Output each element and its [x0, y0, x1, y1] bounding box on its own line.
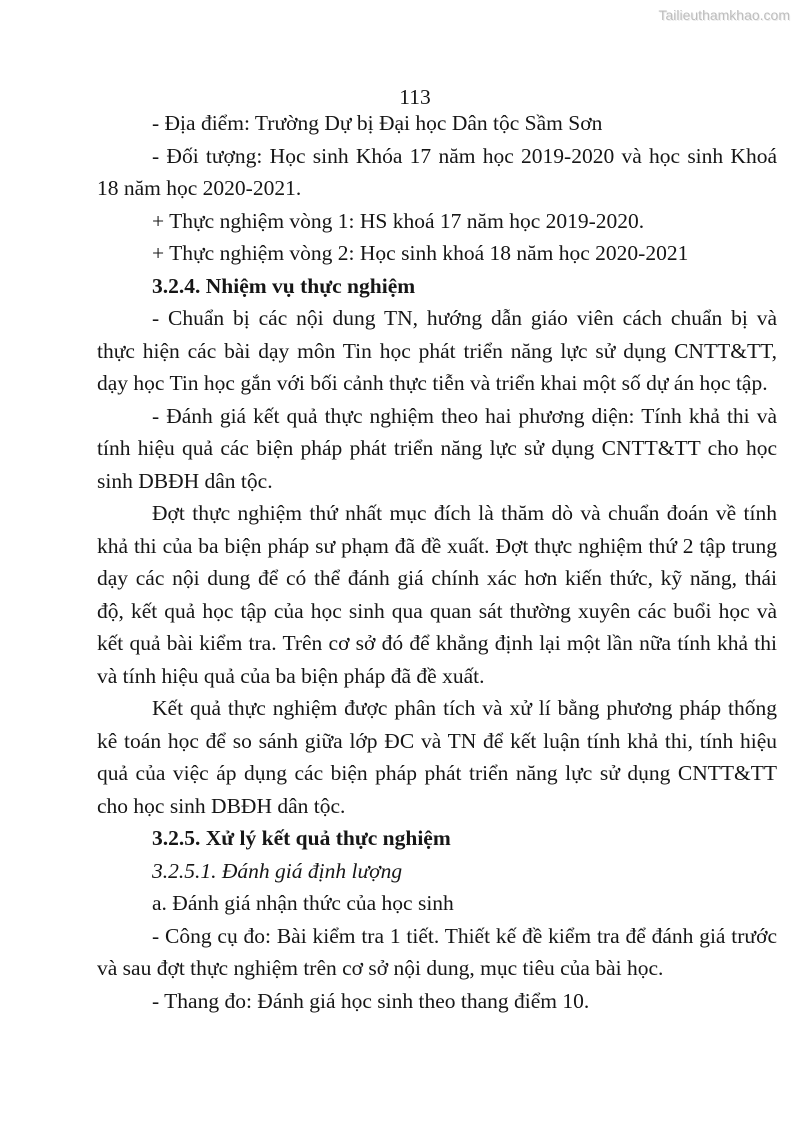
text-line: thực hiện các bài dạy môn Tin học phát triển năng lực sử dụng CNTT&TT,	[97, 338, 777, 363]
text-line: và tính hiệu quả của ba biện pháp đã đề xuất.	[97, 663, 485, 688]
text-line: độ, kết quả học tập của học sinh qua quan sát thường xuyên các buổi học và	[97, 598, 777, 623]
text-line: 3.2.5.1. Đánh giá định lượng	[152, 858, 403, 883]
text-line: sinh DBĐH dân tộc.	[97, 468, 273, 493]
text-body	[97, 107, 777, 1017]
text-line: khả thi của ba biện pháp sư phạm đã đề xuất. Đợt thực nghiệm thứ 2 tập trung	[97, 533, 777, 558]
text-line: kê toán học để so sánh giữa lớp ĐC và TN để kết luận tính khả thi, tính hiệu	[97, 728, 777, 753]
text-line: + Thực nghiệm vòng 1: HS khoá 17 năm học 2019-2020.	[152, 208, 645, 233]
text-line: - Công cụ đo: Bài kiểm tra 1 tiết. Thiết kế đề kiểm tra để đánh giá trước	[152, 923, 777, 948]
text-line: + Thực nghiệm vòng 2: Học sinh khoá 18 năm học 2020-2021	[152, 241, 689, 265]
text-line: Đợt thực nghiệm thứ nhất mục đích là thăm dò và chuẩn đoán về tính	[152, 501, 777, 525]
text-line: tính hiệu quả các biện pháp phát triển năng lực sử dụng CNTT&TT cho học	[97, 436, 777, 460]
text-line: cho học sinh DBĐH dân tộc.	[97, 793, 346, 818]
text-line: - Đối tượng: Học sinh Khóa 17 năm học 2019-2020 và học sinh Khoá	[152, 143, 777, 168]
text-line: Kết quả thực nghiệm được phân tích và xử lí bằng phương pháp thống	[152, 696, 777, 720]
section-heading: 3.2.4. Nhiệm vụ thực nghiệm	[152, 273, 416, 298]
page-number: 113	[399, 85, 431, 109]
text-line: dạy các nội dung để có thể đánh giá chính xác hơn kiến thức, kỹ năng, thái	[97, 566, 777, 590]
section-heading: 3.2.5. Xử lý kết quả thực nghiệm	[152, 826, 451, 850]
text-line: kết quả bài kiểm tra. Trên cơ sở đó để khẳng định lại một lần nữa tính khả thi	[97, 631, 777, 655]
text-line: dạy học Tin học gắn với bối cảnh thực tiễn và triển khai một số dự án học tập.	[97, 371, 768, 395]
text-line: a. Đánh giá nhận thức của học sinh	[152, 891, 454, 915]
text-line: - Đánh giá kết quả thực nghiệm theo hai phương diện: Tính khả thi và	[152, 403, 777, 428]
text-line: quả của việc áp dụng các biện pháp phát triển năng lực sử dụng CNTT&TT	[97, 761, 777, 785]
text-line: và sau đợt thực nghiệm trên cơ sở nội dung, mục tiêu của bài học.	[97, 956, 664, 980]
text-line: - Thang đo: Đánh giá học sinh theo thang điểm 10.	[152, 988, 590, 1013]
text-line: - Chuẩn bị các nội dung TN, hướng dẫn giáo viên cách chuẩn bị và	[152, 306, 777, 330]
text-line: 18 năm học 2020-2021.	[97, 176, 302, 200]
site-watermark: Tailieuthamkhao.com	[658, 7, 790, 23]
page-content	[97, 85, 777, 1017]
text-line: - Địa điểm: Trường Dự bị Đại học Dân tộc Sầm Sơn	[152, 111, 603, 135]
